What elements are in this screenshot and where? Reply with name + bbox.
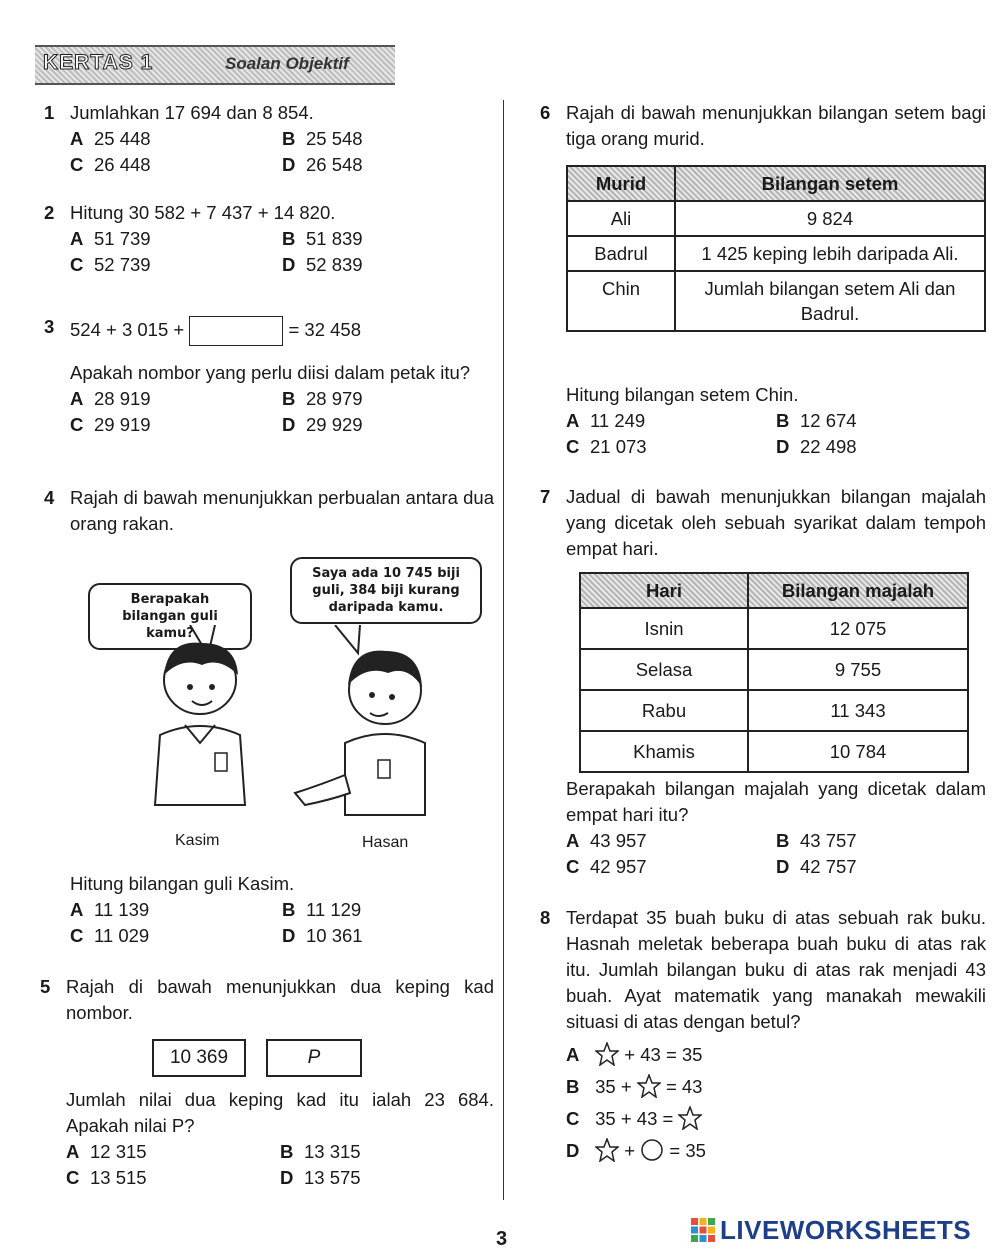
- kertas-label: KERTAS 1: [43, 51, 154, 74]
- options: [566, 828, 986, 880]
- option-c[interactable]: C 42 957: [566, 856, 647, 877]
- option-a[interactable]: A 11 249: [566, 410, 646, 431]
- speech-bubble-kasim: Berapakah bilangan guli kamu?: [88, 583, 252, 650]
- option-b[interactable]: B 51 839: [282, 228, 363, 249]
- question-number: 8: [540, 907, 551, 928]
- table-row: Selasa 9 755: [580, 649, 968, 690]
- table-row: Isnin 12 075: [580, 608, 968, 649]
- question-text: Jumlah nilai dua keping kad itu ialah 23 684. Apakah nilai P?: [66, 1089, 494, 1136]
- option-a[interactable]: A + 43 = 35: [566, 1044, 703, 1065]
- option-c[interactable]: C 26 448: [70, 154, 151, 175]
- option-d[interactable]: D 22 498: [776, 436, 857, 457]
- section-banner: [35, 45, 395, 85]
- options: [566, 1039, 986, 1167]
- option-a[interactable]: A 25 448: [70, 128, 151, 149]
- question-5: [40, 974, 494, 1026]
- options: [70, 386, 494, 438]
- star-icon: [595, 1042, 619, 1066]
- question-text: Rajah di bawah menunjukkan perbualan antara dua orang rakan.: [70, 487, 494, 534]
- question-6-options: [540, 382, 986, 460]
- option-b[interactable]: B 12 674: [776, 410, 857, 431]
- table-row: Rabu 11 343: [580, 690, 968, 731]
- circle-icon: [640, 1138, 664, 1162]
- question-number: 6: [540, 102, 551, 123]
- options: [70, 126, 494, 178]
- question-text: Berapakah bilangan majalah yang dicetak dalam empat hari itu?: [566, 778, 986, 825]
- option-a[interactable]: A 51 739: [70, 228, 151, 249]
- soalan-label: Soalan Objektif: [225, 54, 349, 73]
- label-hasan: Hasan: [362, 834, 409, 851]
- question-text: Hitung bilangan setem Chin.: [566, 384, 799, 405]
- star-icon: [637, 1074, 661, 1098]
- star-icon: [678, 1106, 702, 1130]
- question-2: [44, 200, 494, 278]
- question-text: Rajah di bawah menunjukkan bilangan setem bagi tiga orang murid.: [566, 102, 986, 149]
- question-8: [540, 905, 986, 1167]
- option-c[interactable]: C 13 515: [66, 1167, 147, 1188]
- question-7: [540, 484, 986, 562]
- option-a[interactable]: A 28 919: [70, 388, 151, 410]
- hasan-figure: [295, 651, 425, 815]
- question-number: 7: [540, 486, 551, 507]
- options: [66, 1139, 494, 1191]
- option-d[interactable]: D 13 575: [280, 1167, 361, 1188]
- options: [70, 226, 494, 278]
- question-text: Jadual di bawah menunjukkan bilangan majalah yang dicetak oleh sebuah syarikat dalam tempoh empat hari.: [566, 486, 986, 559]
- column-divider: [503, 100, 504, 1200]
- option-d[interactable]: D 52 839: [282, 254, 363, 275]
- table-header: Hari Bilangan majalah: [580, 573, 968, 608]
- number-card-2: P: [266, 1039, 362, 1077]
- magazine-table: [579, 572, 969, 773]
- question-text: Rajah di bawah menunjukkan dua keping kad nombor.: [66, 976, 494, 1023]
- star-icon: [595, 1138, 619, 1162]
- question-7-options: [540, 776, 986, 880]
- question-text: Jumlahkan 17 694 dan 8 854.: [70, 102, 314, 123]
- option-b[interactable]: B 13 315: [280, 1141, 361, 1162]
- boys-illustration: [120, 625, 450, 825]
- option-c[interactable]: C 52 739: [70, 254, 151, 275]
- table-row: Chin Jumlah bilangan setem Ali dan Badrul.: [567, 271, 985, 331]
- grid-logo-icon: [690, 1217, 716, 1243]
- table-row: Ali 9 824: [567, 201, 985, 236]
- option-b[interactable]: B 11 129: [282, 899, 362, 920]
- question-number: 5: [40, 976, 51, 997]
- option-a[interactable]: A 12 315: [66, 1141, 147, 1162]
- speech-bubble-hasan: Saya ada 10 745 biji guli, 384 biji kurang daripada kamu.: [290, 557, 482, 624]
- option-c[interactable]: C 29 919: [70, 414, 151, 436]
- question-3: [44, 314, 494, 438]
- option-c[interactable]: C 21 073: [566, 436, 647, 457]
- question-number: 2: [44, 202, 55, 223]
- liveworksheets-logo[interactable]: LIVEWORKSHEETS: [690, 1215, 971, 1246]
- option-c[interactable]: C 35 + 43 =: [566, 1103, 986, 1135]
- equation: 524 + 3 015 + = 32 458: [70, 314, 494, 346]
- option-d[interactable]: D 26 548: [282, 154, 363, 175]
- option-a[interactable]: A 11 139: [70, 899, 150, 920]
- option-b[interactable]: B 25 548: [282, 128, 363, 149]
- option-b[interactable]: B 35 + = 43: [566, 1076, 703, 1097]
- question-text: Hitung 30 582 + 7 437 + 14 820.: [70, 202, 336, 223]
- question-5-options: [40, 1087, 494, 1191]
- question-text: Terdapat 35 buah buku di atas sebuah rak buku. Hasnah meletak beberapa buah buku di atas rak itu. Jumlah bilangan buku di atas rak menjadi 43 buah. Ayat matematik yang manakah mewakili situasi di atas dengan betul?: [566, 907, 986, 1032]
- table-row: Badrul 1 425 keping lebih daripada Ali.: [567, 236, 985, 271]
- question-number: 4: [44, 487, 55, 508]
- answer-box[interactable]: [189, 316, 283, 346]
- options: [566, 408, 986, 460]
- number-card-1: 10 369: [152, 1039, 246, 1077]
- stamp-table: [566, 165, 986, 332]
- question-4: [44, 485, 494, 537]
- table-row: Khamis 10 784: [580, 731, 968, 772]
- question-1: [44, 100, 494, 178]
- question-number: 1: [44, 102, 55, 123]
- question-4-options: [44, 871, 494, 949]
- options: [70, 897, 494, 949]
- option-d[interactable]: D + = 35: [566, 1140, 706, 1161]
- option-a[interactable]: A 43 957: [566, 830, 647, 851]
- option-b[interactable]: B 28 979: [282, 388, 363, 410]
- question-text: Apakah nombor yang perlu diisi dalam petak itu?: [70, 362, 471, 384]
- kasim-figure: [155, 643, 245, 805]
- question-text: Hitung bilangan guli Kasim.: [70, 873, 295, 894]
- option-b[interactable]: B 43 757: [776, 830, 857, 851]
- question-6: [540, 100, 986, 152]
- option-d[interactable]: D 42 757: [776, 856, 857, 877]
- label-kasim: Kasim: [175, 832, 220, 849]
- option-d[interactable]: D 29 929: [282, 414, 363, 436]
- table-header: Murid Bilangan setem: [567, 166, 985, 201]
- page-number: 3: [496, 1228, 508, 1250]
- question-number: 3: [44, 316, 55, 337]
- option-c[interactable]: C 11 029: [70, 925, 150, 946]
- option-d[interactable]: D 10 361: [282, 925, 363, 946]
